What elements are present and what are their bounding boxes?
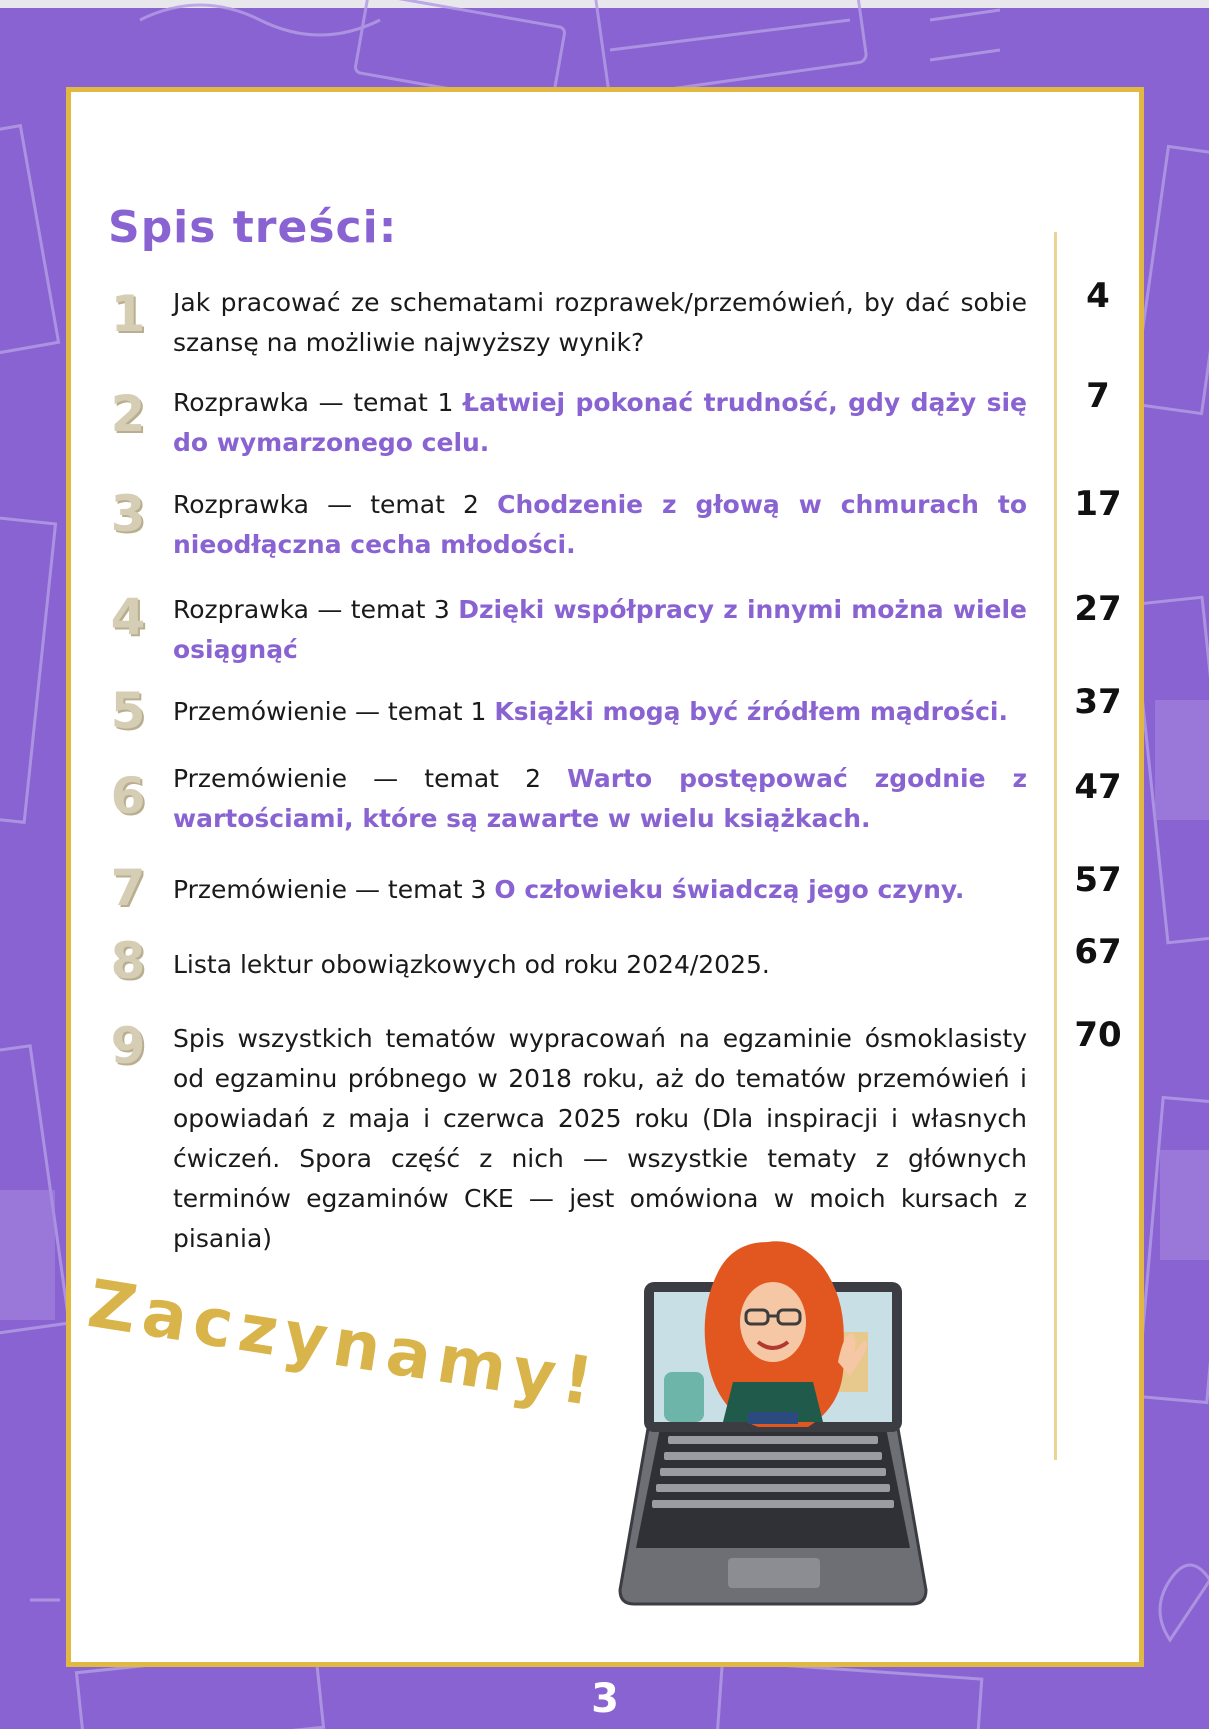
- entry-page: 27: [1074, 589, 1122, 629]
- entry-topic: Chodzenie z głową w chmurach to nieodłączna cecha młodości.: [173, 490, 1028, 559]
- entry-number: 3: [110, 485, 146, 543]
- entry-number: 7: [110, 859, 146, 917]
- entry-plain: Lista lektur obowiązkowych od roku 2024/2025.: [173, 950, 770, 979]
- entry-text: [173, 485, 1027, 565]
- entry-page: 47: [1074, 767, 1122, 807]
- entry-number: 4: [110, 588, 146, 646]
- page-column-divider: [1054, 232, 1057, 1460]
- entry-topic: Łatwiej pokonać trudność, gdy dąży się do wymarzonego celu.: [173, 388, 1027, 457]
- entry-topic: Książki mogą być źródłem mądrości.: [494, 697, 1008, 726]
- entry-number: 6: [110, 767, 146, 825]
- entry-plain: Rozprawka — temat 1: [173, 388, 454, 417]
- entry-page: 67: [1074, 932, 1122, 972]
- entry-text: [173, 383, 1027, 463]
- entry-text: [173, 590, 1027, 670]
- entry-plain: Spis wszystkich tematów wypracowań na egzaminie ósmoklasisty od egzaminu próbnego w 2018 roku, aż do tematów przemówień i opowiadań z maja i czerwca 2025 roku (Dla inspiracji i własnych ćwiczeń. Spora część z nich — wszystkie tematy z głównych terminów egzaminów CKE — jest omówiona w moich kursach z pisania): [173, 1024, 1027, 1253]
- toc-title: Spis treści:: [108, 202, 398, 253]
- laptop-avatar-icon: [608, 1212, 938, 1612]
- entry-number: 8: [110, 932, 146, 990]
- entry-topic: O człowieku świadczą jego czyny.: [494, 875, 965, 904]
- entry-text: [173, 692, 1027, 732]
- entry-plain: Rozprawka — temat 3: [173, 595, 450, 624]
- entry-text: [173, 759, 1027, 839]
- entry-plain: Rozprawka — temat 2: [173, 490, 479, 519]
- entry-number: 9: [110, 1017, 146, 1075]
- entry-page: 17: [1074, 484, 1122, 524]
- entry-plain: Przemówienie — temat 3: [173, 875, 487, 904]
- entry-number: 2: [110, 385, 146, 443]
- page-number: 3: [591, 1676, 619, 1722]
- entry-page: 57: [1074, 860, 1122, 900]
- entry-topic: Dzięki współpracy z innymi można wiele osiągnąć: [173, 595, 1027, 664]
- closing-heading: Zaczynamy!: [82, 1265, 606, 1422]
- entry-page: 70: [1074, 1015, 1122, 1055]
- entry-page: 37: [1074, 682, 1122, 722]
- entry-text: [173, 283, 1027, 363]
- entry-topic: Warto postępować zgodnie z wartościami, które są zawarte w wielu książkach.: [173, 764, 1027, 833]
- entry-text: [173, 945, 1027, 985]
- entry-plain: Jak pracować ze schematami rozprawek/przemówień, by dać sobie szansę na możliwie najwyższy wynik?: [173, 288, 1027, 357]
- entry-number: 1: [110, 285, 146, 343]
- entry-plain: Przemówienie — temat 2: [173, 764, 542, 793]
- entry-plain: Przemówienie — temat 1: [173, 697, 487, 726]
- entry-page: 7: [1086, 376, 1110, 416]
- entry-text: [173, 870, 1027, 910]
- entry-page: 4: [1086, 276, 1110, 316]
- entry-number: 5: [110, 682, 146, 740]
- table-of-contents-card: [66, 87, 1144, 1667]
